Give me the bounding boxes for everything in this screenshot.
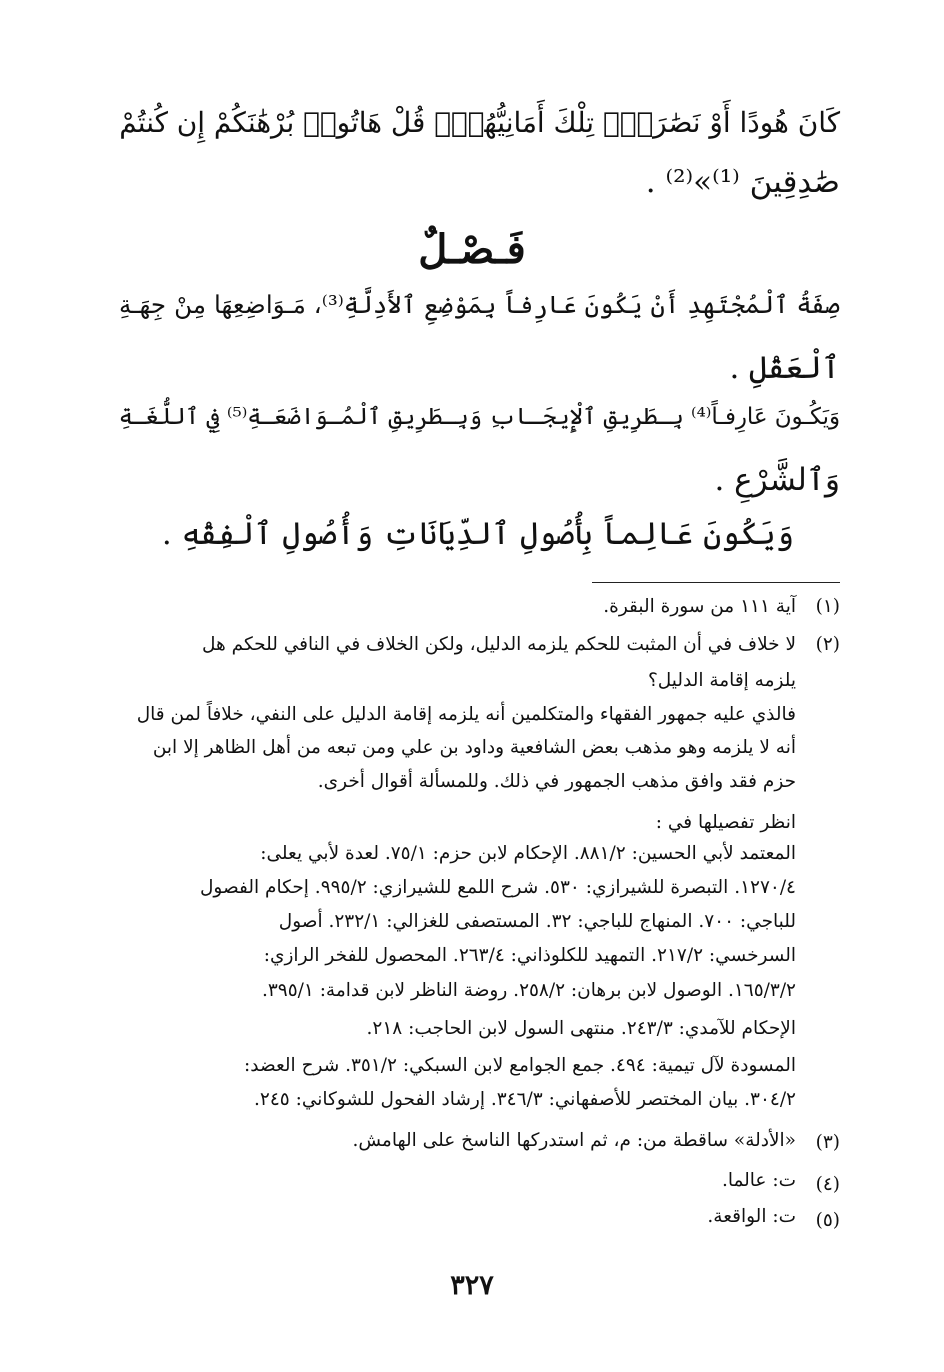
paragraph-3-line-1: وَيَكُونَ عَالِماً بِأُصُولِ ٱلدِّيَانَاتِ وَأُصُولِ ٱلْفِقْهِ . xyxy=(161,516,794,552)
footnote-5-number: (٥) xyxy=(815,1210,840,1231)
footnote-2-line: يلزمه إقامة الدليل؟ xyxy=(647,670,796,691)
footnote-2-line: حزم فقد وافق مذهب الجمهور في ذلك. وللمسألة أقوال أخرى. xyxy=(317,771,796,792)
paragraph-2-line-2: وَٱلشَّرْعِ . xyxy=(714,462,840,498)
footnote-2-line: للباجي: ٧٠٠. المنهاج للباجي: ٣٢. المستصفى للغزالي: ٢٣٢/١. أصول xyxy=(278,911,796,932)
footnote-2-line: ١٢٧٠/٤. التبصرة للشيرازي: ٥٣٠. شرح اللمع للشيرازي: ٩٩٥/٢. إحكام الفصول xyxy=(199,877,796,898)
footnote-2-line: المسودة لآل تيمية: ٤٩٤. جمع الجوامع لابن السبكي: ٣٥١/٢. شرح العضد: xyxy=(244,1055,796,1076)
footnote-2-number: (٢) xyxy=(815,634,840,655)
footnote-separator xyxy=(592,582,840,583)
footnote-1-text: آية ١١١ من سورة البقرة. xyxy=(603,596,796,617)
footnote-2-line: المعتمد لأبي الحسين: ٨٨١/٢. الإحكام لابن حزم: ٧٥/١. لعدة لأبي يعلى: xyxy=(260,843,796,864)
footnote-2-line: ٣٠٤/٢. بيان المختصر للأصفهاني: ٣٤٦/٣. إرشاد الفحول للشوكاني: ٢٤٥. xyxy=(254,1089,796,1110)
verse-line-2: صَٰدِقِينَ ⁽¹⁾»⁽²⁾ . xyxy=(645,164,840,200)
verse-line-1: كَانَ هُودًا أَوْ نَصَٰرَىٰۗ تِلْكَ أَمَانِيُّهُمْۗ قُلْ هَاتُوا۟ بُرْهَٰنَكُمْ إِن كُنتُمْ xyxy=(119,106,840,139)
footnote-5-text: ت: الواقعة. xyxy=(707,1206,796,1227)
footnote-4-text: ت: عالما. xyxy=(721,1170,796,1191)
footnote-2-line: ١٦٥/٣/٢. الوصول لابن برهان: ٢٥٨/٢. روضة الناظر لابن قدامة: ٣٩٥/١. xyxy=(261,980,796,1001)
footnote-2-line: الإحكام للآمدي: ٢٤٣/٣. منتهى السول لابن الحاجب: ٢١٨. xyxy=(366,1018,796,1039)
section-heading: فَـصْـلٌ xyxy=(418,226,526,273)
footnote-2-line: انظر تفصيلها في : xyxy=(655,812,796,833)
page-number: ٣٢٧ xyxy=(450,1270,494,1301)
footnote-2-line: السرخسي: ٢١٧/٢. التمهيد للكلوذاني: ٢٦٣/٤. المحصول للفخر الرازي: xyxy=(263,945,796,966)
footnote-2-line: أنه لا يلزمه وهو مذهب بعض الشافعية وداود بن علي ومن تبعه من أهل الظاهر إلا ابن xyxy=(152,737,796,758)
footnote-1-number: (١) xyxy=(815,596,840,617)
footnote-4-number: (٤) xyxy=(815,1174,840,1195)
footnote-2-line: فالذي عليه جمهور الفقهاء والمتكلمين أنه يلزمه إقامة الدليل على النفي، خلافاً لمن قال xyxy=(136,704,796,725)
footnote-3-text: «الأدلة» ساقطة من: م، ثم استدركها الناسخ على الهامش. xyxy=(352,1130,796,1151)
paragraph-1-line-1: صِفَةُ ٱلْمُجْتَهِدِ أَنْ يَكُونَ عَارِفاً بِمَوْضِعِ ٱلأَدِلَّةِ⁽³⁾، مَـوَاضِعِهَا مِنْ جِهَـةِ xyxy=(119,290,840,319)
paragraph-1-line-2: ٱلْعَقْلِ . xyxy=(729,350,840,386)
footnote-2-line: لا خلاف في أن المثبت للحكم يلزمه الدليل، ولكن الخلاف في النافي للحكم هل xyxy=(202,634,796,655)
footnote-3-number: (٣) xyxy=(815,1132,840,1153)
paragraph-2-line-1: وَيَكُـونَ عَارِفـاً⁽⁴⁾ بِـطَرِيقِ ٱلْإِيجَـابِ وَبِـطَرِيقِ ٱلْمُـوَاضَعَـةِ⁽⁵⁾ فِي ٱللُّغَـةِ xyxy=(118,404,840,430)
